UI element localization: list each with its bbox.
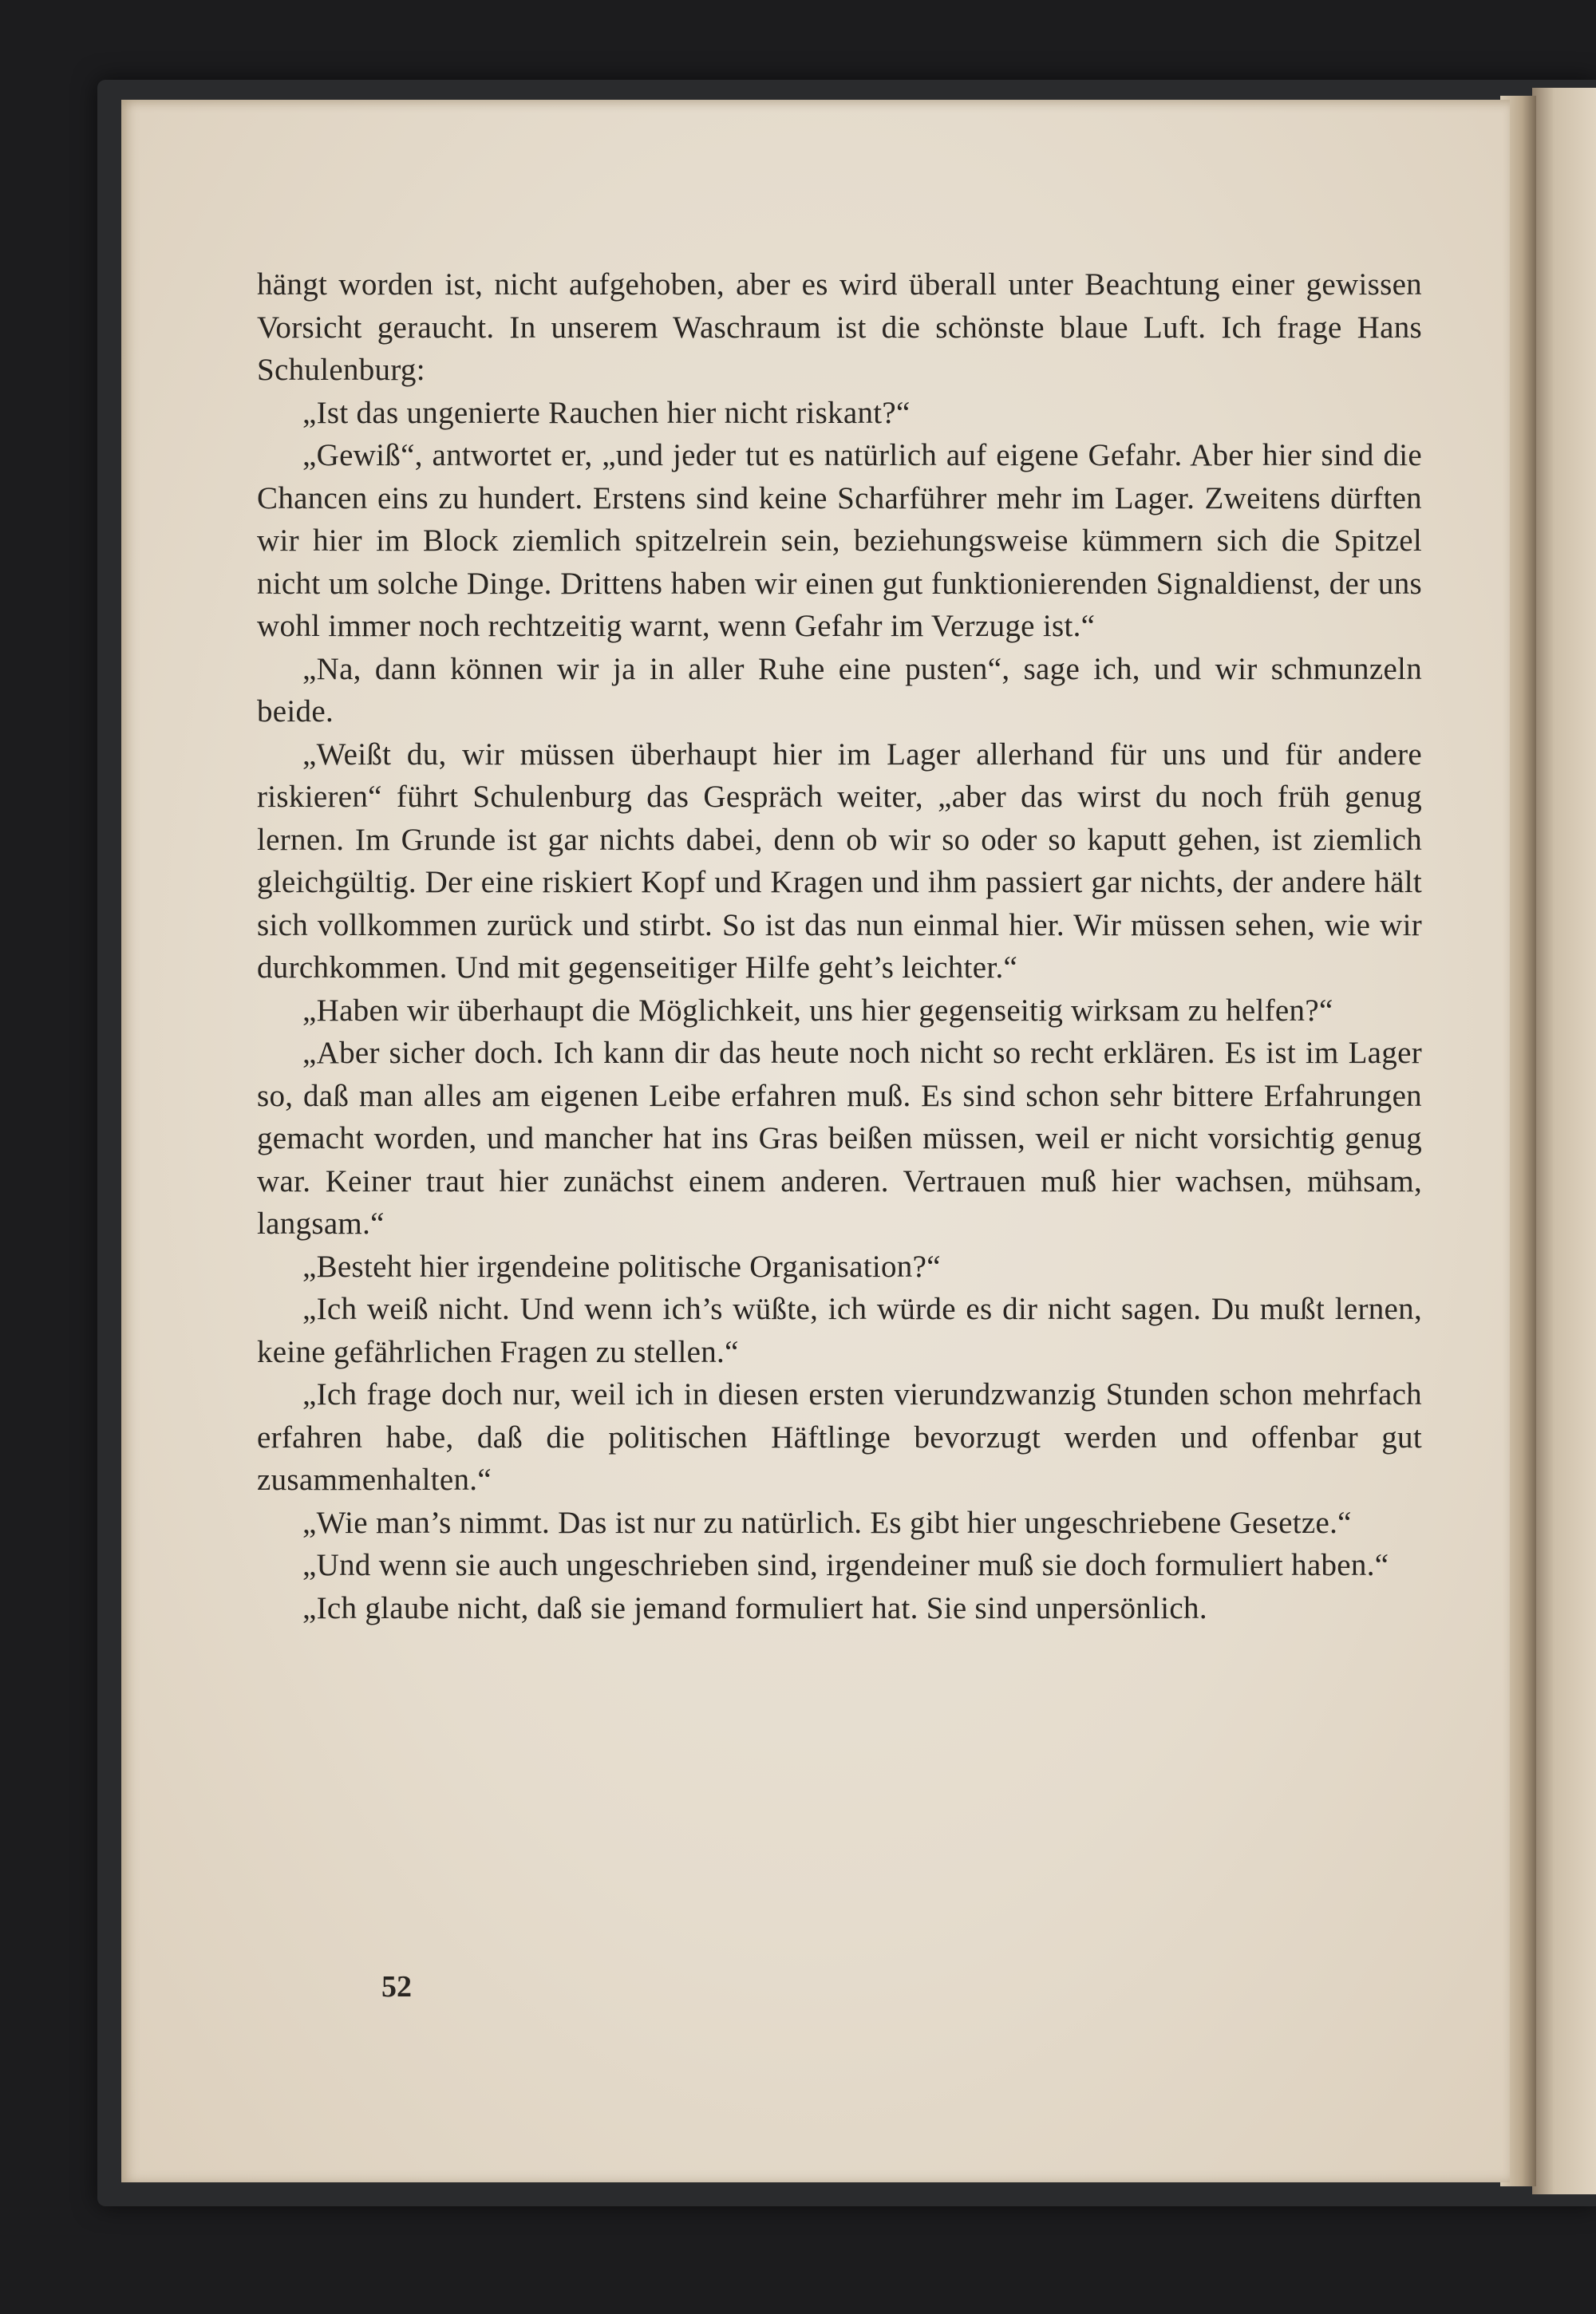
- paragraph: „Besteht hier irgendeine politische Organisation?“: [302, 1249, 941, 1284]
- paragraph: „Na, dann können wir ja in aller Ruhe eine pusten“, sage ich, und wir schmunzeln beide.: [257, 651, 1422, 729]
- paragraph: „Aber sicher doch. Ich kann dir das heute noch nicht so recht erklären. Es ist im Lager so, daß man alles am eigenen Leibe erfahren muß. Es sind schon sehr bittere Erfahrungen gemacht worden, und mancher hat ins Gras beißen müssen, weil er nicht vorsichtig genug war. Keiner traut hier zunächst einem anderen. Vertrauen muß hier wachsen, mühsam, langsam.“: [257, 1036, 1422, 1241]
- paragraph: „Ich weiß nicht. Und wenn ich’s wüßte, ich würde es dir nicht sagen. Du mußt lernen, keine gefährlichen Fragen zu stellen.“: [257, 1292, 1422, 1369]
- paragraph: „Ich glaube nicht, daß sie jemand formuliert hat. Sie sind unpersönlich.: [302, 1590, 1207, 1625]
- page-number: 52: [381, 1970, 412, 2004]
- paragraph: „Gewiß“, antwortet er, „und jeder tut es natürlich auf eigene Gefahr. Aber hier sind die Chancen eins zu hundert. Erstens sind keine Scharführer mehr im Lager. Zweitens dürften wir hier im Block ziemlich spitzelrein sein, beziehungsweise kümmern sich die Spitzel nicht um solche Dinge. Drittens haben wir einen gut funktionierenden Signaldienst, der uns wohl immer noch rechtzeitig warnt, wenn Gefahr im Verzuge ist.“: [257, 438, 1422, 643]
- paragraph: „Haben wir überhaupt die Möglichkeit, uns hier gegenseitig wirksam zu helfen?“: [302, 993, 1333, 1028]
- page-text: [257, 263, 1422, 1629]
- paragraph: „Ich frage doch nur, weil ich in diesen ersten vierundzwanzig Stunden schon mehrfach erfahren habe, daß die politischen Häftlinge bevorzugt werden und offenbar gut zusammenhalten.“: [257, 1377, 1422, 1497]
- facing-page-edge: [1532, 88, 1596, 2194]
- paragraph: hängt worden ist, nicht aufgehoben, aber es wird überall unter Beachtung einer gewissen Vorsicht geraucht. In unserem Waschraum ist die schönste blaue Luft. Ich frage Hans Schulenburg:: [257, 267, 1422, 387]
- paragraph: „Und wenn sie auch ungeschrieben sind, irgendeiner muß sie doch formuliert haben.“: [302, 1548, 1389, 1582]
- paragraph: „Weißt du, wir müssen überhaupt hier im Lager allerhand für uns und für andere riskieren“ führt Schulenburg das Gespräch weiter, „aber das wirst du noch früh genug lernen. Im Grunde ist gar nichts dabei, denn ob wir so oder so kaputt gehen, ist ziemlich gleichgültig. Der eine riskiert Kopf und Kragen und ihm passiert gar nichts, der andere hält sich vollkommen zurück und stirbt. So ist das nun einmal hier. Wir müssen sehen, wie wir durchkommen. Und mit gegenseitiger Hilfe geht’s leichter.“: [257, 736, 1422, 985]
- paragraph: „Ist das ungenierte Rauchen hier nicht riskant?“: [302, 395, 911, 430]
- paragraph: „Wie man’s nimmt. Das ist nur zu natürlich. Es gibt hier ungeschriebene Gesetze.“: [302, 1505, 1352, 1540]
